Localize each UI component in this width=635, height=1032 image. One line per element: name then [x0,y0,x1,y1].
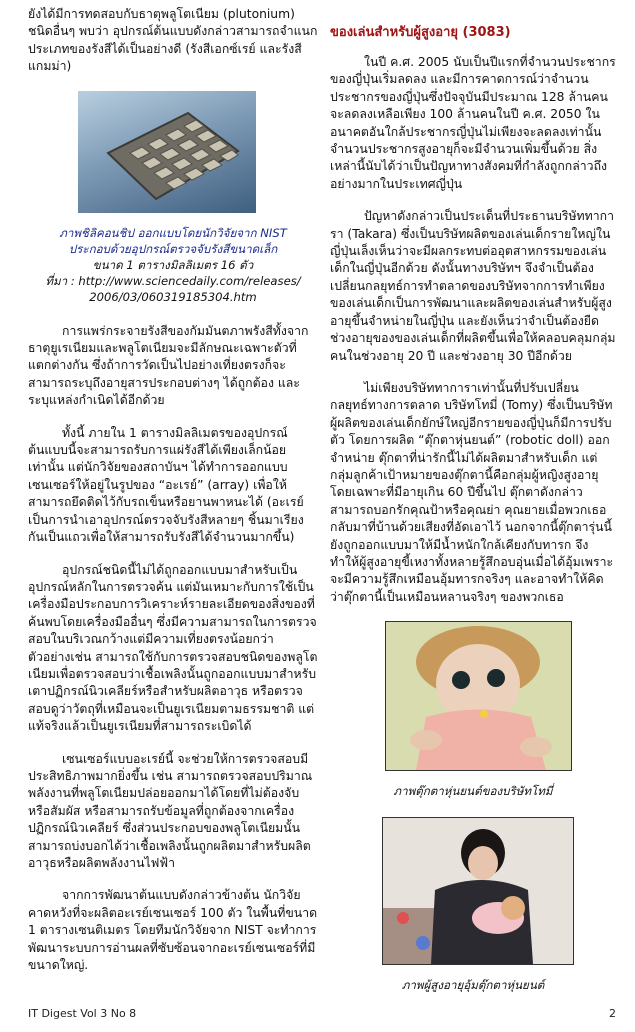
page-number: 2 [609,1007,616,1021]
source-url: ที่มา : http://www.sciencedaily.com/releases/ [45,273,301,288]
right-column [330,6,616,993]
columns [28,6,616,993]
left-paragraph-3: ทั้งนี้ ภายใน 1 ตารางมิลลิเมตรของอุปกรณ์ต้นแบบนี้จะสามารถรับการแผ่รังสีได้เพียงเล็กน้อยเท่านั้น แต่นักวิจัยของสถาบันฯ ได้ทำการออกแบบเซนเซอร์ให้อยู่ในรูปของ “อะเรย์” (array) เพื่อให้สามารถยึดติดไว้กับรถเข็นหรือยานพาหนะได้ (อะเรย์เป็นการนำเอาอุปกรณ์ตรวจจับรังสีหลายๆ ชิ้นมาเรียงกันเป็นแถวเพื่อให้สามารถรับรังสีได้จำนวนมากขึ้น) [28,425,304,545]
right-paragraph-2: ปัญหาดังกล่าวเป็นประเด็นที่ประธานบริษัททาการา (Takara) ซึ่งเป็นบริษัทผลิตของเล่นเด็กรายใหญ่ในญี่ปุ่นเล็งเห็นว่าจะมีผลกระทบต่ออุตสาหกรรมของเล่นเด็กในญี่ปุ่นอีกด้วย ดังนั้นทางบริษัทฯ จึงจำเป็นต้องเปลี่ยนกลยุทธ์การทำตลาดของบริษัทจากการทำเพียงของเล่นเด็กเป็นการพัฒนาและผลิตของเล่นสำหรับผู้สูงอายุขึ้นจำหน่ายในญี่ปุ่น และยังเห็นว่าจำเป็นต้องยืดช่วงอายุของของเล่นเด็กที่ผลิตขึ้นเพื่อให้คลอบคลุมกลุ่มคนในช่วงอายุ 20 ปี และช่วงอายุ 30 ปีอีกด้วย [330,209,616,363]
left-paragraph-2: การแพร่กระจายรังสีของกัมมันตภาพรังสีทั้งจากธาตุยูเรเนียมและพลูโตเนียมจะมีลักษณะเฉพาะตัวที่แตกต่างกัน ซึ่งถ้าการวัดเป็นไปอย่างเที่ยงตรงก็จะสามารถระบุถึงอายุสารประกอบต่างๆ ได้ถูกต้อง และระบุแหล่งกำเนิดได้อีกด้วย [28,323,309,408]
right-paragraph-3: ไม่เพียงบริษัททาการาเท่านั้นที่ปรับเปลี่ยนกลยุทธ์ทางการตลาด บริษัทโทมี่ (Tomy) ซึ่งเป็นบริษัทผู้ผลิตของเล่นเด็กยักษ์ใหญ่อีกรายของญี่ปุ่นก็มีการปรับตัว โดยการผลิต “ตุ๊กตาหุ่นยนต์” (robotic doll) ออกจำหน่าย ตุ๊กตาที่น่ารักนี้ไม่ได้ผลิตมาสำหรับเด็ก แต่กลุ่มลูกค้าเป้าหมายของตุ๊กตานี้คือกลุ่มผู้หญิงสูงอายุโดยเฉพาะที่มีอายุเกิน 60 ปีขึ้นไป ตุ๊กตาดังกล่าวสามารถบอกรักคุณป้าหรือคุณย่า คุณยายเมื่อพวกเธอกลับมาที่บ้านด้วยเสียงที่อัดเอาไว้ นอกจากนี้ตุ๊กตารุ่นนี้ยังถูกออกแบบมาให้มีน้ำหนักใกล้เคียงกับทารก จึงทำให้ผู้สูงอายุขี้เหงาทั้งหลายรู้สึกอบอุ่นเมื่อได้อุ้มเพราะจะมีความรู้สึกเหมือนอุ้มทารกจริงๆ และอาจทำให้คิดว่าตุ๊กตานี้เป็นเหมือนหลานจริงๆ ของพวกเธอ [330,380,614,604]
doll-drawing [386,622,571,770]
publication-footer: IT Digest Vol 3 No 8 [28,1007,137,1021]
caption-line: ขนาด 1 ตารางมิลลิเมตร 16 ตัว [92,257,254,272]
right-paragraph-1: ในปี ค.ศ. 2005 นับเป็นปีแรกที่จำนวนประชากรของญี่ปุ่นเริ่มลดลง และมีการคาดการณ์ว่าจำนวนประชากรของญี่ปุ่นซึ่งปัจจุบันมีประมาณ 128 ล้านคน จะลดลงเหลือเพียง 100 ล้านคนในปี ค.ศ. 2050 ในอนาคตอันใกล้ประชากรญี่ปุ่นไม่เพียงจะลดลงเท่านั้น จำนวนประชากรสูงอายุก็จะมีจำนวนเพิ่มขึ้นด้วย สิ่งเหล่านี้นับได้ว่าเป็นปัญหาทางสังคมที่กำลังถูกกล่าวถึงอย่างมากในประเทศญี่ปุ่น [330,55,616,191]
left-column [28,6,318,989]
left-paragraph-5: เซนเซอร์แบบอะเรย์นี้ จะช่วยให้การตรวจสอบมีประสิทธิภาพมากยิ่งขึ้น เช่น สามารถตรวจสอบปริมาณพลังงานที่พลูโตเนียมปล่อยออกมาได้โดยที่ไม่ต้องจับหรือสัมผัส หรือสามารถรับข้อมูลที่ถูกต้องจากเครื่องปฏิกรณ์นิวเคลียร์ ซึ่งส่วนประกอบของพลูโตเนียมนั้นสามารถบ่งบอกได้ว่าเชื้อเพลิงนั้นถูกผลิตมาสำหรับผลิตอาวุธหรือผลิตพลังงานไฟฟ้า [28,751,313,870]
chip-caption-title [28,225,318,257]
left-paragraph-1: ยังได้มีการทดสอบกับธาตุพลูโตเนียม (plutonium) ชนิดอื่นๆ พบว่า อุปกรณ์ต้นแบบดังกล่าวสามารถจำแนกประเภทของรังสีได้เป็นอย่างดี (รังสีเอกซ์เรย์ และรังสีแกมม่า) [28,7,318,74]
chip-drawing [78,91,256,213]
elder-caption: ภาพผู้สูงอายุอุ้มตุ๊กตาหุ่นยนต์ [401,978,545,993]
left-paragraph-6: จากการพัฒนาต้นแบบดังกล่าวข้างต้น นักวิจัยคาดหวังที่จะผลิตอะเรย์เซนเซอร์ 100 ตัว ในพื้นที่ขนาด 1 ตารางเซนติเมตร โดยทีมนักวิจัยจาก NIST จะทำการพัฒนาระบบการอ่านผลที่ซับซ้อนจากอะเรย์เซนเซอร์ที่มีขนาดใหญ่. [28,888,318,973]
elderly-holding-doll-photo [382,817,574,965]
footer [28,993,616,1032]
source-url: 2006/03/060319185304.htm [89,289,257,304]
caption-line: ภาพชิลิคอนชิป ออกแบบโดยนักวิจัยจาก NIST [59,225,287,240]
silicon-chip-image [78,91,256,213]
article-heading: ของเล่นสำหรับผู้สูงอายุ (3083) [330,25,511,40]
caption-line: ประกอบด้วยอุปกรณ์ตรวจจับรังสีขนาดเล็ก [68,241,278,256]
chip-caption-source [28,257,318,305]
doll-caption: ภาพตุ๊กตาหุ่นยนต์ของบริษัทโทมี่ [393,784,553,799]
robotic-doll-photo [385,621,572,771]
left-paragraph-4: อุปกรณ์ชนิดนี้ไม่ได้ถูกออกแบบมาสำหรับเป็นอุปกรณ์หลักในการตรวจค้น แต่มันเหมาะกับการใช้เป็นเครื่องมือประกอบการวิเคราะห์รายละเอียดของสิ่งของที่ค้นพบโดยเครื่องมืออื่นๆ ซึ่งมีความสามารถในการตรวจสอบในบริเวณกว้างแต่มีความเที่ยงตรงน้อยกว่า ตัวอย่างเช่น สามารถใช้กับการตรวจสอบชนิดของพลูโตเนียมเพื่อตรวจสอบว่าเชื้อเพลิงนั้นถูกออกแบบมาสำหรับเตาปฏิกรณ์นิวเคลียร์หรือสำหรับผลิตอาวุธ หรือตรวจสอบดูว่าวัตถุที่เหมือนจะเป็นยูเรเนียมตามธรรมชาติ แต่แท้จริงแล้วเป็นยูเรเนียมที่สามารถระเบิดได้ [28,562,318,734]
elder-drawing [383,818,573,964]
